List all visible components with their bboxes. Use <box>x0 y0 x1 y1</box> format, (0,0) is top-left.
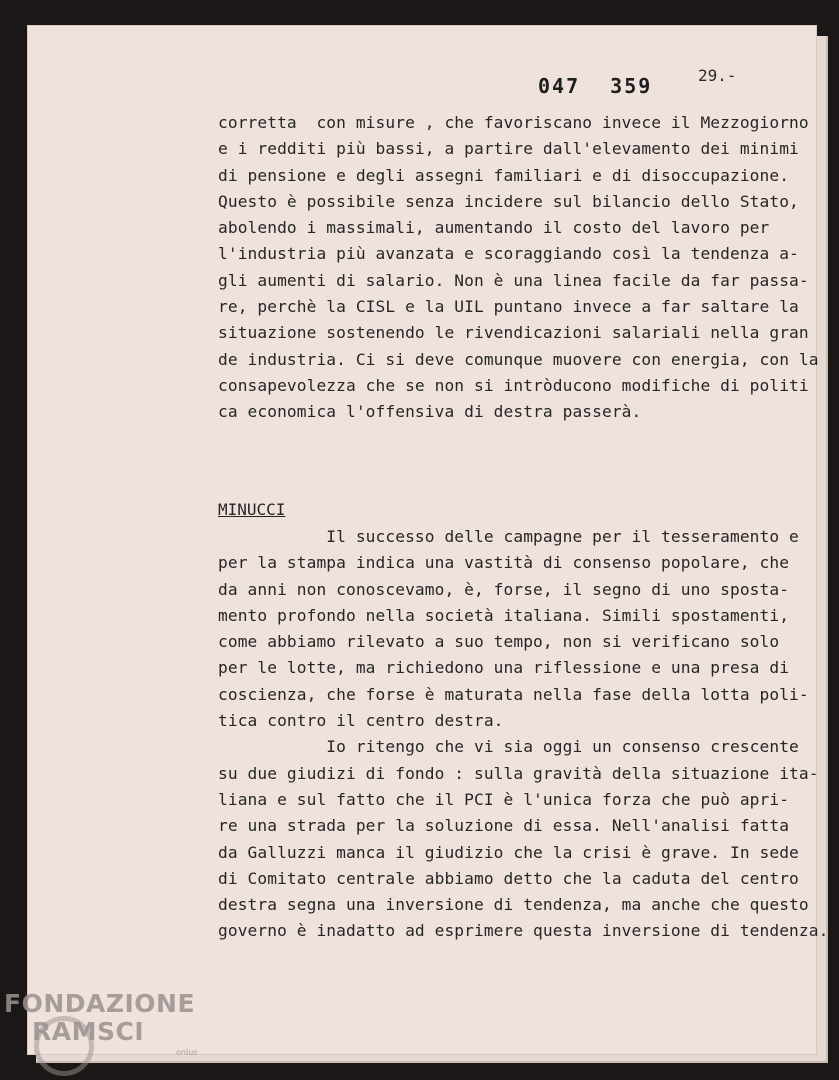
text-line: coscienza, che forse è maturata nella fase della lotta poli- <box>218 684 809 704</box>
text-line: re una strada per la soluzione di essa. Nell'analisi fatta <box>218 816 790 836</box>
page-number: 29.- <box>698 66 737 85</box>
paragraph-1 <box>218 110 819 426</box>
text-line: da Galluzzi manca il giudizio che la crisi è grave. In sede <box>218 842 799 862</box>
text-line: per le lotte, ma richiedono una riflessione e una presa di <box>218 658 790 678</box>
text-line: gli aumenti di salario. Non è una linea facile da far passa- <box>218 270 809 290</box>
logo-line-1: FONDAZIONE <box>4 989 196 1018</box>
text-line: abolendo i massimali, aumentando il costo del lavoro per <box>218 218 770 238</box>
text-line: liana e sul fatto che il PCI è l'unica forza che può apri- <box>218 789 790 809</box>
text-line: su due giudizi di fondo : sulla gravità della situazione ita- <box>218 763 819 783</box>
text-line: Il successo delle campagne per il tesseramento e <box>218 527 799 546</box>
archive-number: 047 359 <box>538 74 653 98</box>
text-line: consapevolezza che se non si intròducono modifiche di politi <box>218 375 809 395</box>
text-line: l'industria più avanzata e scoraggiando così la tendenza a- <box>218 244 799 264</box>
logo-line-2: RAMSCI <box>32 1017 145 1046</box>
text-line: governo è inadatto ad esprimere questa inversione di tendenza. <box>218 921 829 941</box>
text-line: ca economica l'offensiva di destra passerà. <box>218 402 642 422</box>
text-line: da anni non conoscevamo, è, forse, il segno di uno sposta- <box>218 579 790 599</box>
text-line: e i redditi più bassi, a partire dall'elevamento dei minimi <box>218 139 799 159</box>
text-line: mento profondo nella società italiana. Simili spostamenti, <box>218 605 790 625</box>
text-line: re, perchè la CISL e la UIL puntano invece a far saltare la <box>218 297 799 317</box>
text-line: di Comitato centrale abbiamo detto che la caduta del centro <box>218 868 799 888</box>
speaker-name: MINUCCI <box>218 500 286 519</box>
text-line: Questo è possibile senza incidere sul bilancio dello Stato, <box>218 191 799 211</box>
text-line: per la stampa indica una vastità di consenso popolare, che <box>218 553 790 573</box>
text-line: Io ritengo che vi sia oggi un consenso crescente <box>218 737 799 757</box>
text-line: tica contro il centro destra. <box>218 711 504 731</box>
text-line: destra segna una inversione di tendenza, ma anche che questo <box>218 895 809 915</box>
paragraph-2 <box>218 524 828 945</box>
text-line: di pensione e degli assegni familiari e di disoccupazione. <box>218 165 790 185</box>
text-line: de industria. Ci si deve comunque muovere con energia, con la <box>218 349 819 369</box>
logo-line-3: onlus <box>176 1048 198 1057</box>
text-line: come abbiamo rilevato a suo tempo, non si verificano solo <box>218 632 780 652</box>
watermark-logo <box>4 989 198 1057</box>
text-line: corretta con misure , che favoriscano invece il Mezzogiorno <box>218 113 809 132</box>
text-line: situazione sostenendo le rivendicazioni salariali nella gran <box>218 323 809 343</box>
